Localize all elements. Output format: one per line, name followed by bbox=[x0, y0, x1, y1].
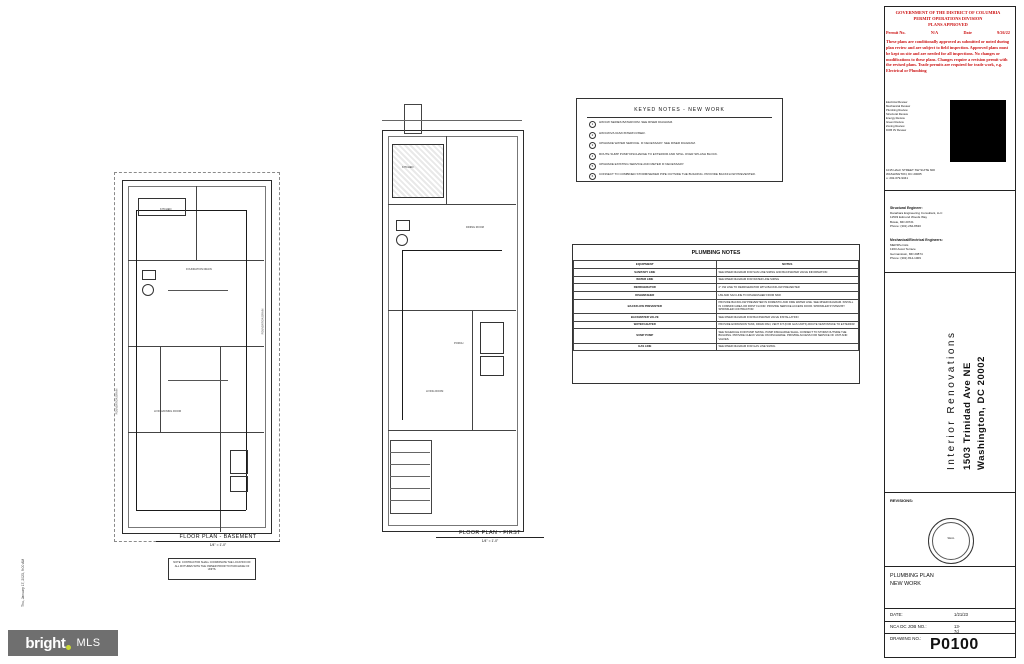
keyed-note-text: UPGRADE EXISTING SERVICE AND METER IF NECESSARY. bbox=[599, 161, 685, 166]
keyed-note-item bbox=[589, 153, 782, 160]
room-label: LIVING ROOM bbox=[426, 390, 444, 393]
keyed-note-text: HW/CW/V/LVAS/CISTERN RISER. bbox=[599, 130, 646, 135]
mep-engineer-line: MEP4Permits bbox=[890, 242, 909, 247]
watermark-brand: bright bbox=[25, 634, 66, 652]
room-label: FOUNDATION DRAIN bbox=[261, 308, 265, 335]
stamp-body-text: These plans are conditionally approved as submitted or noted during plan review and are subject to field inspection. Approved plans must be kept on site and are needed for all inspections. No changes or modifications to these plans. Changes require a revision permit with the revised plans. Trade permits are required for trade work, e.g. Electrical or Plumbing bbox=[886, 39, 1009, 73]
review-line: Plumbing Review bbox=[886, 108, 908, 113]
keyed-note-item bbox=[589, 142, 782, 149]
cell-equipment: REFRIGERATOR bbox=[574, 284, 717, 292]
stamp-date-value: 9/26/22 bbox=[997, 29, 1010, 35]
table-row bbox=[574, 276, 859, 284]
cell-equipment: SANITARY LINE bbox=[574, 268, 717, 276]
basement-plan-scale: 1/4" = 1'-0" bbox=[209, 543, 227, 547]
stamp-line-3: PLANS APPROVED bbox=[928, 21, 968, 27]
table-row bbox=[574, 268, 859, 276]
cell-equipment: BACKFLOW PREVENTER bbox=[574, 299, 717, 313]
room-label: KITCHEN bbox=[160, 208, 172, 211]
keyed-note-item bbox=[589, 173, 782, 180]
keyed-note-item bbox=[589, 132, 782, 139]
room-label: FOUNDATION DRAIN bbox=[115, 388, 119, 415]
revisions-label: REVISIONS: bbox=[890, 498, 914, 503]
address-line: WASHINGTON, DC 20005 bbox=[886, 172, 922, 177]
date-value: 1/21/23 bbox=[954, 612, 968, 617]
table-row bbox=[574, 291, 859, 299]
cell-notes: HW AND SAN LINE TO DISHWASHER FROM SINK bbox=[716, 291, 859, 299]
cell-notes: SEE SCHEDULE FOR PUMP SIZING. PUMP DISCHARGE SHALL CONNECT TO STORM OUTSIDE THE BUILDING. PROVIDE CHECK VALVE ON DISCHARGE. PROVIDE ACCESS FOR SERVICE OF UNIT AND VALVES. bbox=[716, 329, 859, 343]
review-line: Structural Review bbox=[886, 112, 908, 117]
first-plan-scale: 1/4" = 1'-0" bbox=[481, 539, 499, 543]
structural-engineer-line: Danahara Engineering Consultant, LLC bbox=[890, 210, 943, 215]
date-label: DATE: bbox=[890, 612, 903, 617]
review-line: DOB 3V Review bbox=[886, 128, 907, 133]
keyed-note-number: 1 bbox=[589, 121, 596, 128]
mep-engineer-line: 1363 Ascot Terrace bbox=[890, 247, 916, 252]
structural-engineer-line: Bowie, MD 20721 bbox=[890, 219, 914, 224]
structural-engineer-line: 11503 Edmond Woods Way bbox=[890, 215, 927, 220]
keyed-note-text: CONNECT TO COMBINED STORM/SEWER PIPE OUTSIDE THE BUILDING. PROVIDE BACKFLOW PREVENTER. bbox=[599, 172, 756, 177]
first-plan-title-block bbox=[430, 530, 550, 543]
table-row bbox=[574, 313, 859, 321]
keyed-note-text: ROUTE SUMP PUMP DISCHARGE TO EXTERIOR AND SPILL OVER SPLASH BLOCK. bbox=[599, 151, 718, 156]
keyed-note-number: 6 bbox=[589, 173, 596, 180]
project-title-line-3: Washington, DC 20002 bbox=[976, 355, 987, 470]
table-row bbox=[574, 284, 859, 292]
project-title-line-2: 1503 Trinidad Ave NE bbox=[962, 362, 973, 470]
stamp-line-2: PERMIT OPERATIONS DIVISION bbox=[913, 15, 983, 21]
cell-notes: PROVIDE BACKFLOW PREVENTER IN DOMESTIC AND FIRE WATER LINE. SEE RISER DIAGRAM. INSTALL IN COMMON AREA OR FIRST FLOOR. PROVIDE SERVICE ACCESS DOOR. SPRINKLER SYSTEM BY SPRINKLER CONTRACTOR. bbox=[716, 299, 859, 313]
keyed-note-number: 2 bbox=[589, 132, 596, 139]
address-line: 1015 HALF STREET SW SUITE 600 bbox=[886, 168, 935, 172]
permit-office-address bbox=[886, 168, 996, 181]
cell-equipment: BACKWATER VALVE bbox=[574, 313, 717, 321]
project-title-line-1: Interior Renovations bbox=[946, 330, 957, 470]
cell-equipment: DISHWASHER bbox=[574, 291, 717, 299]
column-header-equipment: EQUIPMENT bbox=[574, 261, 717, 269]
plumbing-notes-table bbox=[573, 260, 859, 351]
review-line: Energy Review bbox=[886, 116, 905, 121]
table-row bbox=[574, 329, 859, 343]
basement-plan-title: FLOOR PLAN - BASEMENT bbox=[179, 534, 257, 540]
professional-seal bbox=[928, 518, 974, 564]
drawing-no-row bbox=[890, 636, 921, 641]
table-row bbox=[574, 299, 859, 313]
date-row bbox=[890, 612, 968, 617]
cell-equipment: SUMP PUMP bbox=[574, 329, 717, 343]
cell-equipment: WATER HEATER bbox=[574, 321, 717, 329]
mep-engineer-line: Phone: (301) 814-1009 bbox=[890, 255, 921, 260]
mep-engineer-heading: Mechanical/Electrical Engineers: bbox=[890, 238, 943, 242]
job-no-label: NCA DC JOB NO.: bbox=[890, 624, 927, 629]
review-line: Green Review bbox=[886, 120, 904, 125]
table-header-row bbox=[574, 261, 859, 269]
room-label: LIVING/DINING ROOM bbox=[154, 410, 182, 413]
cell-notes: SEE RISER DIAGRAM FOR SAN LINE SIZING AND BACKWATER VALVE INFORMATION bbox=[716, 268, 859, 276]
cell-equipment: GAS LINE bbox=[574, 343, 717, 351]
redaction-box bbox=[950, 100, 1006, 162]
bright-mls-watermark bbox=[8, 630, 118, 656]
cell-equipment: WATER LINE bbox=[574, 276, 717, 284]
contractor-note: NOTE: CONTRACTOR SHALL COORDINATE THE LOCATION OF ALL FIXTURES WITH THE OWNER PRIOR TO PURCHASE OF UNITS. bbox=[168, 558, 256, 580]
keyed-note-number: 3 bbox=[589, 142, 596, 149]
cell-notes: SEE RISER DIAGRAM FOR BACKWATER VALVE INSTALLATION bbox=[716, 313, 859, 321]
cell-notes: 2" CW LINE TO REFRIGERATOR WITH BACKFLOW PREVENTER bbox=[716, 284, 859, 292]
keyed-note-number: 5 bbox=[589, 163, 596, 170]
project-city bbox=[976, 270, 987, 470]
room-label: PORCH bbox=[454, 342, 464, 345]
watermark-suffix: MLS bbox=[76, 637, 101, 649]
cell-notes: PROVIDE EXPANSION TANK, DRAIN PAN, VENT KIT (FOR GAS UNITS) ROUTE VENT/INTAKE TO EXTERIOR bbox=[716, 321, 859, 329]
sheet-title-line-1: PLUMBING PLAN bbox=[890, 573, 934, 579]
keyed-notes-box bbox=[576, 98, 783, 182]
room-label: DINING ROOM bbox=[466, 226, 484, 229]
side-timestamp: Thu, January 17, 2023, 9:00 AM bbox=[21, 558, 25, 607]
watermark-dot-icon bbox=[66, 645, 71, 650]
keyed-note-text: UPGRADE WATER SERVICE. IF NECESSARY. SEE RISER DIAGRAM. bbox=[599, 141, 696, 146]
keyed-note-text: HW/CW SERIES BATHROOM. SEE RISER DIAGRAM. bbox=[599, 120, 673, 125]
cell-notes: SEE RISER DIAGRAM FOR GAS LINE SIZING bbox=[716, 343, 859, 351]
stamp-permit-value: N/A bbox=[930, 29, 939, 35]
keyed-note-item bbox=[589, 121, 782, 128]
job-no-value: 13-7d bbox=[954, 624, 961, 634]
project-address bbox=[962, 270, 973, 470]
seal-text: SEAL bbox=[947, 536, 955, 540]
table-row bbox=[574, 321, 859, 329]
address-line: o: 202-679-9341 bbox=[886, 176, 909, 181]
room-label: FOUNDATION DRAIN bbox=[186, 268, 212, 271]
plumbing-notes-box bbox=[572, 244, 860, 384]
basement-floor-plan bbox=[108, 150, 298, 550]
review-line: Zoning Review bbox=[886, 124, 905, 129]
first-plan-title: FLOOR PLAN - FIRST bbox=[459, 530, 521, 536]
stamp-review-list bbox=[886, 100, 950, 132]
mep-engineer-line: Germantown, MD 20874 bbox=[890, 251, 923, 256]
table-row bbox=[574, 343, 859, 351]
mep-engineer-block bbox=[890, 238, 1010, 260]
keyed-note-number: 4 bbox=[589, 153, 596, 160]
keyed-notes-title: KEYED NOTES - NEW WORK bbox=[634, 107, 725, 113]
drawing-number: P0100 bbox=[930, 636, 979, 653]
stamp-permit-label: Permit No. bbox=[886, 29, 906, 35]
keyed-note-item bbox=[589, 163, 782, 170]
cell-notes: SEE RISER DIAGRAM FOR WATER LINE SIZING bbox=[716, 276, 859, 284]
sheet-title-line-2: NEW WORK bbox=[890, 581, 921, 588]
review-line: Electrical Review bbox=[886, 100, 908, 104]
structural-engineer-heading: Structural Engineer: bbox=[890, 206, 923, 210]
drawing-no-label: DRAWING NO.: bbox=[890, 636, 922, 641]
structural-engineer-line: Phone: (301) 262-8630 bbox=[890, 223, 921, 228]
review-line: Mechanical Review bbox=[886, 104, 911, 109]
first-floor-plan bbox=[368, 100, 548, 540]
sheet-title bbox=[890, 572, 934, 588]
stamp-date-label: Date bbox=[963, 29, 972, 35]
structural-engineer-block bbox=[890, 206, 1010, 228]
basement-plan-title-block bbox=[150, 534, 286, 547]
stamp-line-1: GOVERNMENT OF THE DISTRICT OF COLUMBIA bbox=[895, 10, 1001, 15]
room-label: KITCHEN bbox=[402, 166, 414, 169]
column-header-notes: NOTES bbox=[716, 261, 859, 269]
plumbing-notes-title: PLUMBING NOTES bbox=[691, 250, 741, 256]
permit-approval-stamp bbox=[886, 10, 1010, 74]
job-no-row bbox=[890, 624, 961, 634]
project-title bbox=[946, 270, 957, 470]
